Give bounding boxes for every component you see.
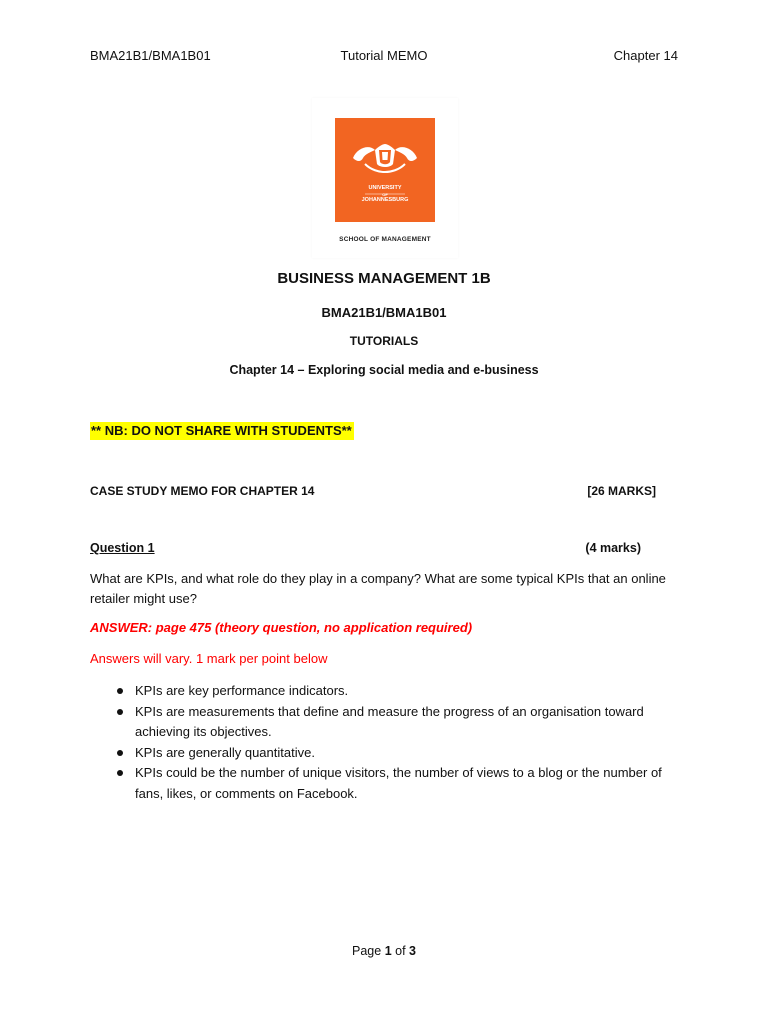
list-item-text: KPIs are measurements that define and measure the progress of an organisation toward achieving its objectives. — [135, 703, 644, 739]
header-course-code: BMA21B1/BMA1B01 — [90, 48, 211, 63]
question-1-marks: (4 marks) — [585, 541, 641, 555]
page-footer — [0, 944, 768, 958]
case-study-marks: [26 MARKS] — [587, 484, 656, 498]
crest-icon — [335, 118, 435, 222]
document-subtitle: TUTORIALS — [349, 334, 419, 348]
document-title: BUSINESS MANAGEMENT 1B — [277, 270, 491, 287]
header-chapter: Chapter 14 — [613, 48, 678, 63]
header-title: Tutorial MEMO — [340, 48, 428, 63]
page-of-word: of — [395, 944, 406, 958]
list-item — [90, 763, 670, 804]
question-1-title: Question 1 — [90, 541, 155, 555]
bullet-icon — [117, 770, 123, 776]
list-item-text: KPIs are key performance indicators. — [135, 683, 349, 698]
list-item — [90, 743, 670, 764]
nb-warning: ** NB: DO NOT SHARE WITH STUDENTS** — [91, 423, 352, 438]
answer-bullet-list — [90, 681, 670, 804]
answer-note: Answers will vary. 1 mark per point below — [90, 651, 328, 666]
page-total: 3 — [409, 944, 416, 958]
case-study-title: CASE STUDY MEMO FOR CHAPTER 14 — [90, 484, 315, 498]
logo-school-name: SCHOOL OF MANAGEMENT — [339, 236, 431, 243]
list-item — [90, 681, 670, 702]
list-item — [90, 702, 670, 743]
logo-line-3: JOHANNESBURG — [361, 197, 409, 203]
list-item-text: KPIs are generally quantitative. — [135, 744, 315, 760]
bullet-icon — [117, 709, 123, 715]
bullet-icon — [117, 688, 123, 694]
list-item-text: KPIs could be the number of unique visitors, the number of views to a blog or the number of fans, likes, or comments on Facebook. — [135, 765, 662, 801]
answer-heading: ANSWER: page 475 (theory question, no application required) — [90, 620, 473, 635]
page-current: 1 — [384, 944, 392, 958]
logo-wordmark — [335, 185, 435, 204]
document-course-code: BMA21B1/BMA1B01 — [321, 305, 447, 320]
university-logo — [335, 118, 435, 222]
document-chapter: Chapter 14 – Exploring social media and e-business — [229, 363, 539, 377]
question-1-text: What are KPIs, and what role do they play in a company? What are some typical KPIs that an online retailer might use? — [90, 571, 666, 606]
bullet-icon — [117, 750, 123, 756]
logo-line-2: OF — [382, 192, 388, 197]
page-word: Page — [352, 944, 382, 958]
logo-line-1: UNIVERSITY — [368, 185, 402, 191]
